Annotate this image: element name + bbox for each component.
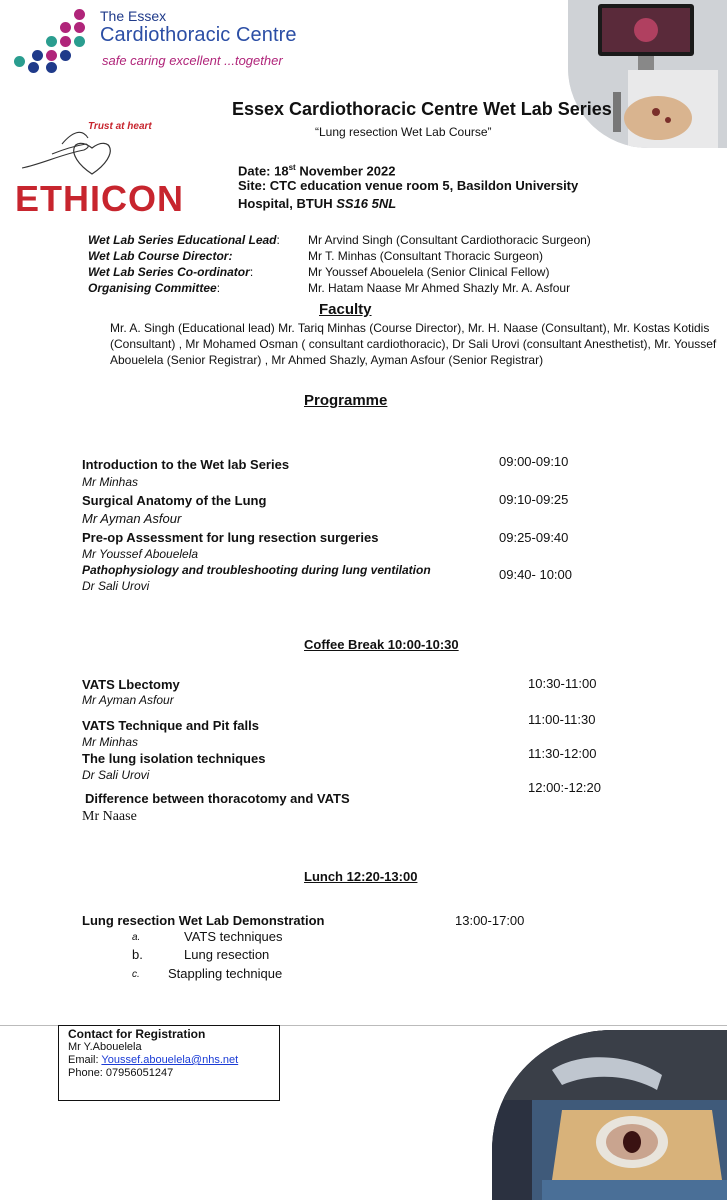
session-time: 10:30-11:00 [528,676,597,691]
date-suffix: st [288,163,296,172]
demo-item: Lung resection [184,947,270,962]
session-time: 11:30-12:00 [528,746,597,761]
demo-item-marker: c. [132,969,140,980]
role-label [88,281,220,295]
role-value: Mr Arvind Singh (Consultant Cardiothoracic Surgeon) [308,233,591,247]
faculty-heading: Faculty [319,301,372,318]
session-speaker: Mr Minhas [82,735,139,749]
date-rest: November 2022 [295,163,396,179]
role-value: Mr Youssef Abouelela (Senior Clinical Fellow) [308,265,550,279]
role-label [88,233,280,247]
role-label [88,249,232,263]
session-title: The lung isolation techniques [82,751,266,766]
coffee-break: Coffee Break 10:00-10:30 [304,637,459,652]
session-speaker: Mr Minhas [82,475,139,489]
logo-line-1: The Essex [100,8,167,24]
trust-heart-icon [22,124,142,180]
session-time: 09:25-09:40 [499,530,569,545]
session-title: Pre-op Assessment for lung resection surgeries [82,530,379,545]
date-label: Date: 18 [238,163,289,179]
demo-item-marker: a. [132,932,141,943]
logo-dot [28,62,39,73]
session-title: Introduction to the Wet lab Series [82,457,290,472]
session-speaker: Mr Ayman Asfour [82,511,182,526]
contact-email-label: Email: [68,1054,102,1066]
lunch-break: Lunch 12:20-13:00 [304,869,418,884]
demo-time: 13:00-17:00 [455,913,525,928]
session-title: Pathophysiology and troubleshooting during lung ventilation [82,563,431,577]
role-sep: : [216,281,221,295]
logo-dot [32,50,43,61]
session-time: 12:00:-12:20 [528,780,602,795]
session-speaker: Mr Youssef Abouelela [82,547,199,561]
role-sep: : [249,265,254,279]
contact-name: Mr Y.Abouelela [68,1041,142,1053]
logo-dot [46,62,57,73]
session-speaker: Dr Sali Urovi [82,579,150,593]
demo-item: VATS techniques [184,929,283,944]
demo-item: Stappling technique [168,966,283,981]
session-speaker: Dr Sali Urovi [82,768,150,782]
logo-dot [60,50,71,61]
contact-heading: Contact for Registration [68,1027,206,1041]
logo-dot [74,22,85,33]
surgical-photo-image [492,1030,727,1200]
session-title: VATS Technique and Pit falls [82,718,259,733]
logo-dot [74,9,85,20]
logo-tagline: safe caring excellent ...together [102,53,283,68]
monitor-photo-image [568,0,727,148]
contact-phone: Phone: 07956051247 [68,1067,174,1079]
event-title: Essex Cardiothoracic Centre Wet Lab Series [232,99,612,119]
sponsor-tagline: Trust at heart [88,121,152,132]
session-speaker: Mr Naase [82,809,137,824]
session-speaker: Mr Ayman Asfour [82,693,174,707]
logo-dot [14,56,25,67]
event-site-line-1: Site: CTC education venue room 5, Basildon University [238,178,579,193]
site-hospital: Hospital, BTUH [238,196,337,211]
logo-dot [46,50,57,61]
logo-dot [46,36,57,47]
role-label-text: Wet Lab Series Educational Lead [88,233,277,247]
site-postcode: SS16 5NL [336,196,397,211]
event-subtitle: “Lung resection Wet Lab Course” [315,125,492,139]
session-time: 11:00-11:30 [528,712,596,727]
demo-item-marker: b. [132,947,143,962]
logo-dot [74,36,85,47]
wet-lab-monitor-photo [568,0,727,148]
role-sep: : [276,233,280,247]
role-value: Mr. Hatam Naase Mr Ahmed Shazly Mr. A. Asfour [308,281,571,295]
logo-line-2: Cardiothoracic Centre [100,24,297,46]
sponsor-name: ETHICON [15,178,184,219]
event-site-line-2 [238,195,396,213]
role-label-text: Organising Committee [88,281,217,295]
contact-email-row [68,1054,238,1067]
surgical-field-photo [492,1030,727,1200]
session-title: Surgical Anatomy of the Lung [82,493,267,508]
session-time: 09:00-09:10 [499,454,569,469]
role-value: Mr T. Minhas (Consultant Thoracic Surgeon) [308,249,543,263]
session-time: 09:10-09:25 [499,492,569,507]
faculty-text: Mr. A. Singh (Educational lead) Mr. Tariq Minhas (Course Director), Mr. H. Naase (Consultant), Mr. Kostas Kotidis (Consultant) , Mr Mohamed Osman ( consultant cardiothoracic), Dr Sali Urovi (consultant Anesthetist), Mr. Youssef Abouelela (Senior Registrar) , Mr Ahmed Shazly, Ayman Asfour (Senior Registrar) [110,321,717,367]
demo-title: Lung resection Wet Lab Demonstration [82,913,325,928]
role-label-text: Wet Lab Series Co-ordinator [88,265,250,279]
session-title: VATS Lbectomy [82,677,180,692]
contact-email-link[interactable]: Youssef.abouelela@nhs.net [101,1054,239,1066]
session-time: 09:40- 10:00 [499,567,573,582]
role-label-text: Wet Lab Course Director: [88,249,233,263]
session-title: Difference between thoracotomy and VATS [85,791,350,806]
logo-dot [60,22,71,33]
contact-box [58,1025,280,1101]
programme-heading: Programme [304,392,388,409]
logo-dot [60,36,71,47]
role-label [88,265,253,279]
